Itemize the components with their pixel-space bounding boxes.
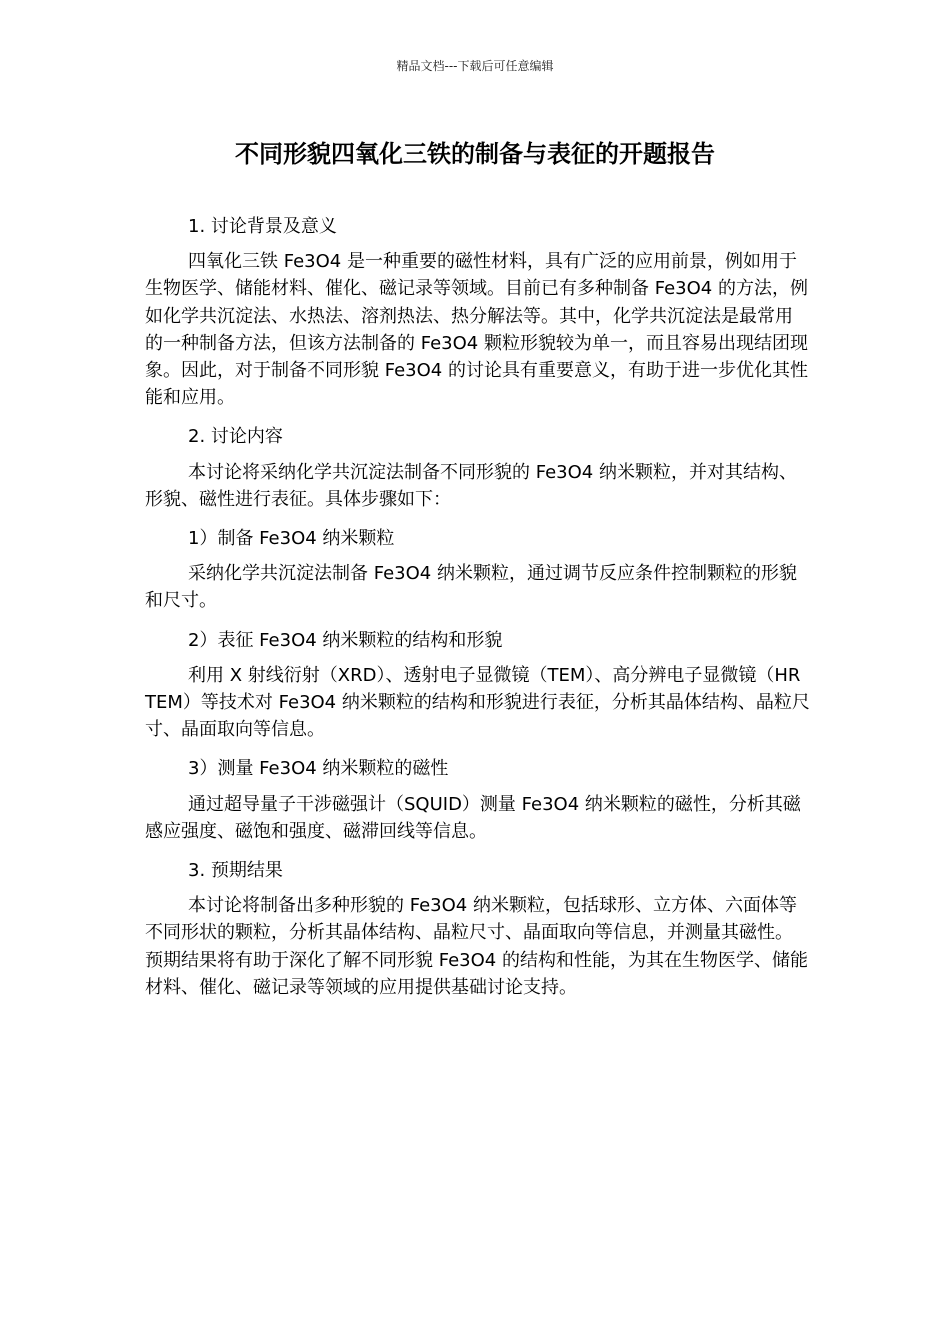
paragraph-characterization: 利用 X 射线衍射（XRD）、透射电子显微镜（TEM）、高分辨电子显微镜（HRTEM）等技术对 Fe3O4 纳米颗粒的结构和形貌进行表征，分析其晶体结构、晶粒尺寸、晶面取向等信息。 <box>145 664 810 741</box>
paragraph-preparation: 采纳化学共沉淀法制备 Fe3O4 纳米颗粒，通过调节反应条件控制颗粒的形貌和尺寸。 <box>145 563 797 612</box>
step-heading-characterization: 2）表征 Fe3O4 纳米颗粒的结构和形貌 <box>188 629 503 651</box>
step-heading-preparation: 1）制备 Fe3O4 纳米颗粒 <box>188 528 395 550</box>
paragraph-expected-results: 本讨论将制备出多种形貌的 Fe3O4 纳米颗粒，包括球形、立方体、六面体等不同形状的颗粒，分析其晶体结构、晶粒尺寸、晶面取向等信息，并测量其磁性。预期结果将有助于深化了解不同形貌 Fe3O4 的结构和性能，为其在生物医学、储能材料、催化、磁记录等领域的应用提供基础讨论支持。 <box>145 895 808 998</box>
paragraph-content: 本讨论将采纳化学共沉淀法制备不同形貌的 Fe3O4 纳米颗粒，并对其结构、形貌、磁性进行表征。具体步骤如下： <box>145 461 797 510</box>
section-heading-background: 1. 讨论背景及意义 <box>188 216 337 237</box>
paragraph-background: 四氧化三铁 Fe3O4 是一种重要的磁性材料，具有广泛的应用前景，例如用于生物医学、储能材料、催化、磁记录等领域。目前已有多种制备 Fe3O4 的方法，例如化学共沉淀法、水热法、溶剂热法、热分解法等。其中，化学共沉淀法是最常用的一种制备方法，但该方法制备的 Fe3O4 颗粒形貌较为单一，而且容易出现结团现象。因此，对于制备不同形貌 Fe3O4 的讨论具有重要意义，有助于进一步优化其性能和应用。 <box>145 251 808 409</box>
section-heading-expected-results: 3. 预期结果 <box>188 860 283 882</box>
paragraph-magnetism: 通过超导量子干涉磁强计（SQUID）测量 Fe3O4 纳米颗粒的磁性，分析其磁感应强度、磁饱和强度、磁滞回线等信息。 <box>145 793 801 842</box>
document-title: 不同形貌四氧化三铁的制备与表征的开题报告 <box>235 140 715 168</box>
step-heading-magnetism: 3）测量 Fe3O4 纳米颗粒的磁性 <box>188 758 449 780</box>
section-heading-content: 2. 讨论内容 <box>188 426 283 448</box>
document-body <box>145 213 810 1013</box>
header-note: 精品文档---下载后可任意编辑 <box>396 59 554 73</box>
